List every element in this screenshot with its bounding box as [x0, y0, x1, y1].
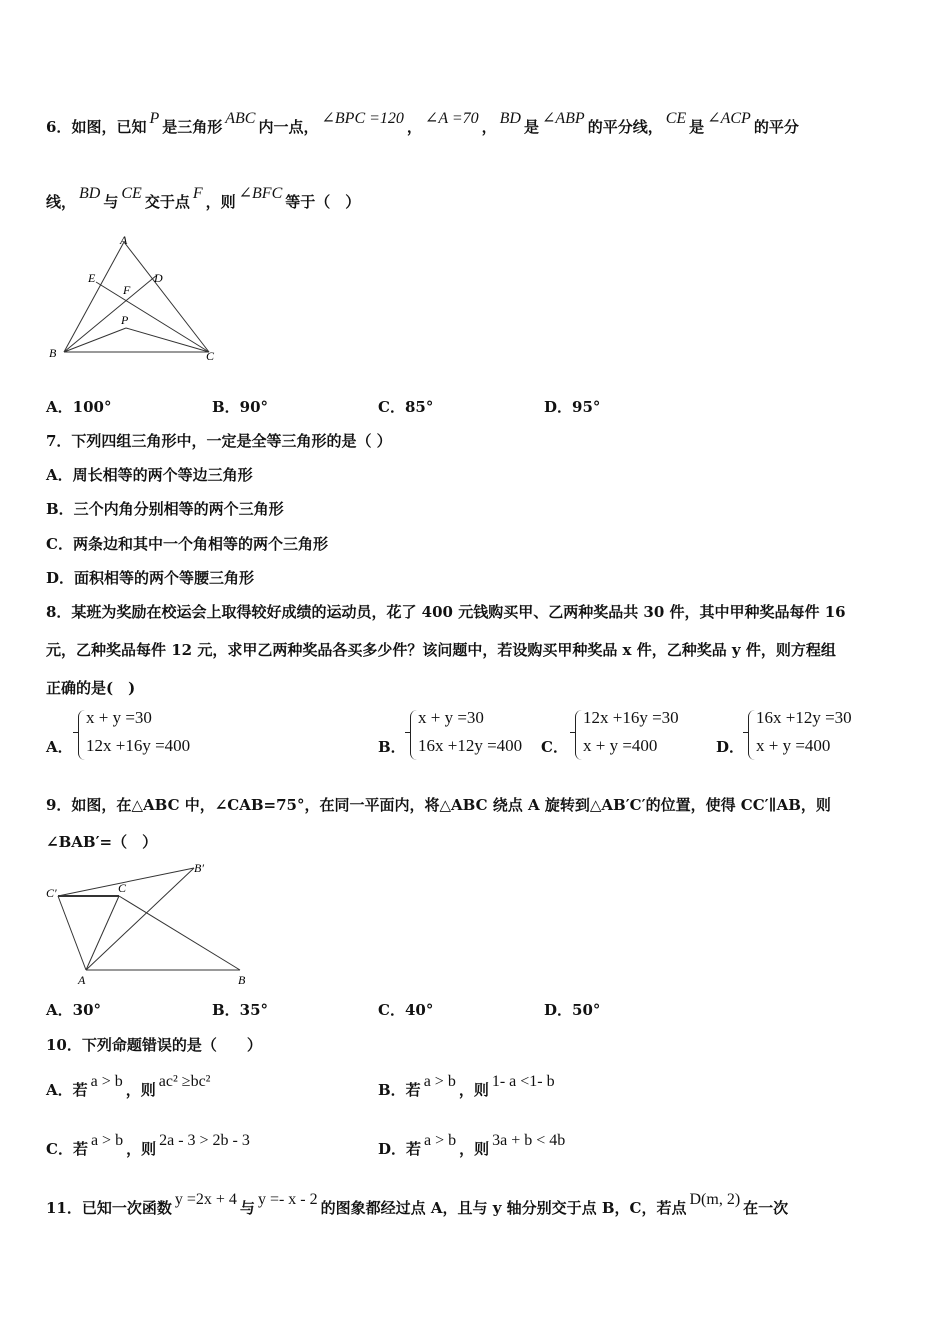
q10-stem: 10．下列命题错误的是（ ）: [46, 1036, 262, 1054]
brace: [748, 710, 755, 760]
q9-label-Bp: B′: [194, 861, 204, 875]
system-row-1: 16x +12y =30: [756, 708, 852, 727]
q10-option-c[interactable]: C．若 a > b ，则 2a - 3 > 2b - 3: [46, 1132, 250, 1158]
system-row-2: 16x +12y =400: [418, 736, 523, 755]
q7-option-a[interactable]: A．周长相等的两个等边三角形: [46, 466, 253, 484]
q7-option-c[interactable]: C．两条边和其中一个角相等的两个三角形: [46, 535, 328, 553]
q10-option-b[interactable]: B．若 a > b ，则 1- a <1- b: [378, 1073, 555, 1099]
q10-option-d[interactable]: D．若 a > b ，则 3a + b < 4b: [378, 1132, 566, 1158]
q9-label-A: A: [78, 973, 86, 987]
q6-option-d[interactable]: D．95°: [544, 398, 601, 416]
q9-stem-line2: ∠BAB′=（ ）: [46, 833, 158, 851]
q9-label-B: B: [238, 973, 246, 987]
brace: [78, 710, 85, 760]
system-row-1: 12x +16y =30: [583, 708, 679, 727]
q8-stem-line3: 正确的是( ): [46, 679, 136, 697]
q6-label-C: C: [206, 349, 215, 363]
q6-label-B: B: [49, 346, 57, 360]
q6-option-b[interactable]: B．90°: [212, 398, 269, 416]
system-row-2: x + y =400: [583, 736, 658, 755]
q6-option-c[interactable]: C．85°: [378, 398, 434, 416]
q7-stem: 7．下列四组三角形中，一定是全等三角形的是（ ）: [46, 432, 392, 450]
q6-label-D: D: [154, 271, 163, 285]
q6-label-E: E: [88, 271, 96, 285]
q9-label-Cp: C′: [46, 886, 57, 900]
q8-option-a-label[interactable]: A．: [46, 738, 73, 756]
brace: [575, 710, 582, 760]
q6-triangle-figure: [44, 230, 224, 370]
q9-option-c[interactable]: C．40°: [378, 1001, 434, 1019]
q10-option-a[interactable]: A．若 a > b ，则 ac² ≥bc²: [46, 1073, 211, 1099]
q7-option-b[interactable]: B．三个内角分别相等的两个三角形: [46, 500, 284, 518]
q8-option-b-label[interactable]: B．: [378, 738, 406, 756]
q8-stem-line1: 8．某班为奖励在校运会上取得较好成绩的运动员，花了 400 元钱购买甲、乙两种奖品共 30 件，其中甲种奖品每件 16: [46, 603, 846, 621]
q8-option-c-label[interactable]: C．: [541, 738, 568, 756]
q9-stem-line1: 9．如图，在△ABC 中，∠CAB=75°，在同一平面内，将△ABC 绕点 A 旋转到△AB′C′的位置，使得 CC′∥AB，则: [46, 796, 831, 814]
system-row-2: x + y =400: [756, 736, 831, 755]
q9-option-d[interactable]: D．50°: [544, 1001, 601, 1019]
q8-option-d-label[interactable]: D．: [716, 738, 745, 756]
q6-label-A: A: [120, 233, 128, 247]
system-row-1: x + y =30: [86, 708, 152, 727]
q9-option-b[interactable]: B．35°: [212, 1001, 269, 1019]
system-row-2: 12x +16y =400: [86, 736, 191, 755]
q8-stem-line2: 元，乙种奖品每件 12 元，求甲乙两种奖品各买多少件？该问题中，若设购买甲种奖品 x 件，乙种奖品 y 件，则方程组: [46, 641, 836, 659]
system-row-1: x + y =30: [418, 708, 484, 727]
q9-rotation-figure: [44, 858, 264, 988]
brace: [410, 710, 417, 760]
q6-label-F: F: [123, 283, 131, 297]
q6-label-P: P: [121, 313, 129, 327]
q6-stem-line1: 6．如图，已知 P 是三角形 ABC 内一点， ∠BPC =120 ， ∠A =70 ， BD 是 ∠ABP 的平分线， CE 是 ∠ACP 的平分: [46, 110, 799, 136]
q9-option-a[interactable]: A．30°: [46, 1001, 102, 1019]
q9-label-C: C: [118, 881, 127, 895]
q6-stem-line2: 线， BD 与 CE 交于点 F ，则 ∠BFC 等于（ ）: [46, 185, 361, 211]
q6-option-a[interactable]: A．100°: [46, 398, 112, 416]
q11-stem: 11．已知一次函数 y =2x + 4 与 y =- x - 2 的图象都经过点 A，且与 y 轴分别交于点 B，C，若点 D(m, 2) 在一次: [46, 1191, 789, 1217]
q7-option-d[interactable]: D．面积相等的两个等腰三角形: [46, 569, 255, 587]
